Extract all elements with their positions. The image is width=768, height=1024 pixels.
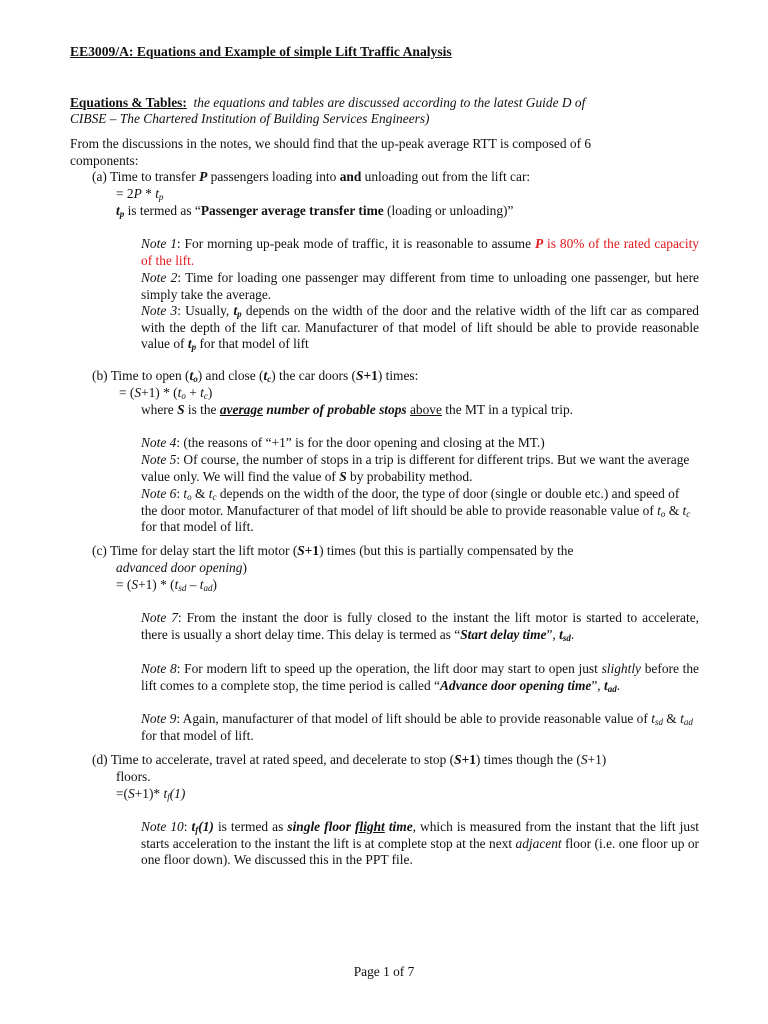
note-3: Note 3: Usually, $t_p$ depends on the width of the door and the relative width of the lift car as compared with the depth of the lift car. Manufacturer of that model of lift should be able to provide reasonable value of $t_p$ for that model of lift: [141, 303, 699, 353]
note-10: Note 10: $t_f(1)$ is termed as single floor flight time, which is measured from the instant that the lift just starts acceleration to the instant the lift is at complete stop at the next adjacent floor (i.e. one floor up or one floor down). We discussed this in the PPT file.: [141, 819, 700, 868]
note-9: Note 9: Again, manufacturer of that model of lift should be able to provide reasonable value of $t_{sd}$ & $t_{ad}$ for that model of lift.: [141, 711, 693, 743]
item-b-formula: = $(S+1) * (t_o + t_c)$: [119, 385, 213, 401]
item-a-formula: = $2P * t_p$: [116, 186, 164, 202]
note-6: Note 6: $t_o$ & $t_c$ depends on the width of the door, the type of door (single or double etc.) and speed of the door motor. Manufacturer of that model of lift should be able to provide reasonable value of $t_o$ & $t_c$ for that model of lift.: [141, 486, 691, 535]
item-d-line-2: floors.: [116, 769, 151, 784]
item-a-line-1: (a) Time to transfer P passengers loading into and unloading out from the lift car:: [92, 169, 531, 184]
note-1: Note 1: For morning up-peak mode of traffic, it is reasonable to assume P is 80% of the rated capacity of the lift.: [141, 236, 699, 268]
item-d-line-1: (d) Time to accelerate, travel at rated speed, and decelerate to stop (S+1) times though the (S+1): [92, 752, 607, 767]
intro-line-2: components:: [70, 153, 139, 168]
equations-heading: Equations & Tables:: [70, 95, 187, 110]
item-d-formula: =(S+1)* $t_f(1)$: [116, 786, 186, 802]
page-footer: Page 1 of 7: [353, 964, 415, 979]
item-b-line-1: (b) Time to open $(t_o)$ and close $(t_c)$ the car doors (S+1) times:: [92, 368, 419, 384]
document-title: EE3009/A: Equations and Example of simple Lift Traffic Analysis: [70, 44, 452, 59]
note-8: Note 8: For modern lift to speed up the operation, the lift door may start to open just slightly before the lift comes to a complete stop, the time period is called “Advance door opening time”, $t_{ad}$.: [141, 661, 699, 694]
equations-heading-note-2: CIBSE – The Chartered Institution of Building Services Engineers): [70, 111, 430, 126]
item-a-definition: $t_p$ is termed as “Passenger average transfer time (loading or unloading)”: [116, 203, 514, 219]
note-4: Note 4: (the reasons of “+1” is for the door opening and closing at the MT.): [141, 435, 545, 450]
note-7: Note 7: From the instant the door is fully closed to the instant the lift motor is started to accelerate, there is usually a short delay time. This delay is termed as “Start delay time”, $t_{sd}$.: [141, 610, 700, 643]
item-c-line-1: (c) Time for delay start the lift motor (S+1) times (but this is partially compensated by the: [92, 543, 574, 558]
note-5: Note 5: Of course, the number of stops in a trip is different for different trips. But we want the average value only. We will find the value of S by probability method.: [141, 452, 690, 484]
note-2: Note 2: Time for loading one passenger may different from time to unloading one passenger, but here simply take the average.: [141, 270, 699, 302]
equations-heading-note: the equations and tables are discussed according to the latest Guide D of: [193, 95, 586, 110]
item-b-definition: where S is the average number of probable stops above the MT in a typical trip.: [141, 402, 573, 417]
equations-heading-line: [70, 95, 698, 112]
item-c-line-2: advanced door opening): [116, 560, 247, 575]
item-c-formula: = $(S+1) * (t_{sd} - t_{ad})$: [116, 577, 217, 593]
intro-line-1: From the discussions in the notes, we should find that the up-peak average RTT is composed of 6: [70, 136, 592, 151]
equations-heading-line-2: [70, 111, 698, 128]
